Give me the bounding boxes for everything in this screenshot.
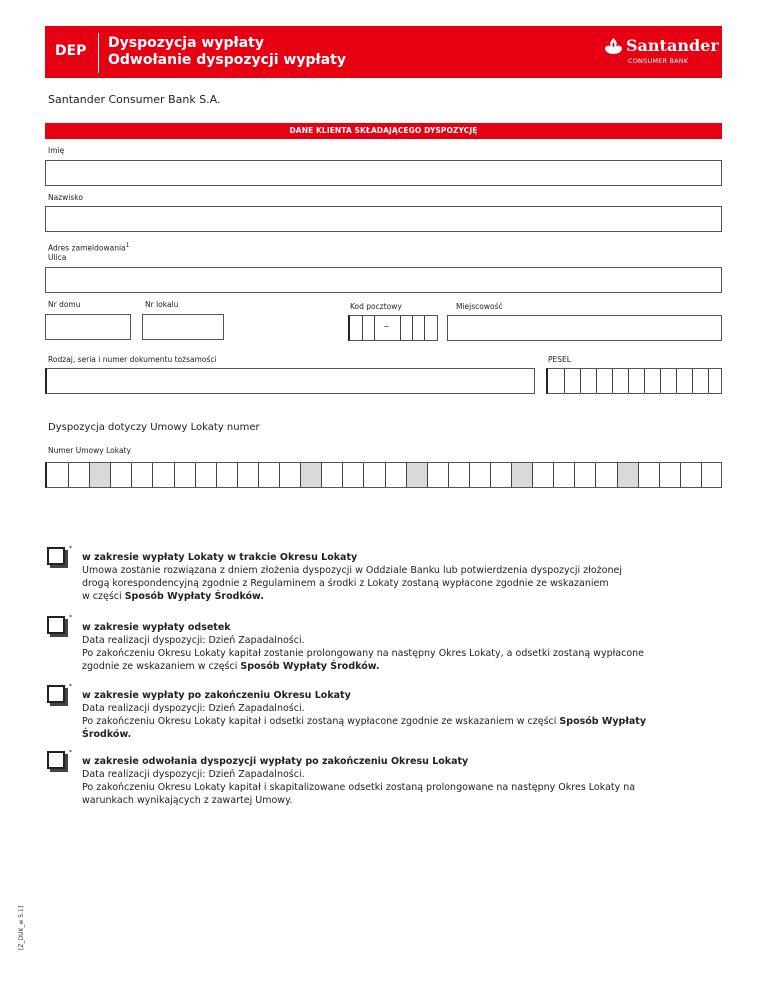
flat-number-label: Nr lokalu bbox=[145, 300, 179, 309]
option-withdraw-interest bbox=[82, 621, 682, 673]
deposit-number-cell bbox=[427, 463, 428, 487]
id-document-label: Rodzaj, seria i numer dokumentu tożsamości bbox=[48, 355, 217, 364]
deposit-number-cell bbox=[68, 463, 69, 487]
asterisk: * bbox=[69, 614, 72, 621]
pesel-cell bbox=[596, 369, 597, 393]
house-number-input[interactable] bbox=[45, 314, 131, 340]
option-title: w zakresie wypłaty po zakończeniu Okresu Lokaty bbox=[82, 690, 351, 701]
deposit-number-cell bbox=[532, 463, 533, 487]
option-title: w zakresie wypłaty Lokaty w trakcie Okresu Lokaty bbox=[82, 552, 358, 563]
option-text: zgodnie ze wskazaniem w części Sposób Wypłaty Środków. bbox=[82, 661, 380, 672]
cancel-withdrawal-checkbox[interactable] bbox=[47, 751, 65, 769]
deposit-number-cell bbox=[174, 463, 175, 487]
house-number-label: Nr domu bbox=[48, 300, 81, 309]
pesel-cell bbox=[564, 369, 565, 393]
asterisk: * bbox=[69, 749, 72, 756]
deposit-number-cell bbox=[701, 463, 702, 487]
deposit-separator-cell bbox=[301, 463, 321, 487]
option-text: warunkach wynikających z zawartej Umowy. bbox=[82, 795, 293, 806]
deposit-number-cell bbox=[553, 463, 554, 487]
pesel-cell bbox=[580, 369, 581, 393]
form-subtitle: Odwołanie dyspozycji wypłaty bbox=[108, 52, 346, 68]
deposit-number-cell bbox=[131, 463, 132, 487]
deposit-number-input[interactable] bbox=[45, 462, 722, 488]
option-withdraw-during-term bbox=[82, 551, 682, 603]
postal-code-cell bbox=[424, 316, 425, 340]
deposit-number-cell bbox=[490, 463, 491, 487]
pesel-cell bbox=[644, 369, 645, 393]
deposit-number-cell bbox=[152, 463, 153, 487]
last-name-label: Nazwisko bbox=[48, 193, 83, 202]
pesel-cell bbox=[708, 369, 709, 393]
deposit-number-cell bbox=[110, 463, 111, 487]
option-title: w zakresie odwołania dyspozycji wypłaty po zakończeniu Okresu Lokaty bbox=[82, 756, 469, 767]
option-text: drogą korespondencyjną zgodnie z Regulaminem a środki z Lokaty zostaną wypłacone zgodnie ze wskazaniem bbox=[82, 578, 609, 589]
postal-code-cell bbox=[400, 316, 401, 340]
pesel-cell bbox=[660, 369, 661, 393]
santander-flame-icon bbox=[604, 37, 623, 55]
deposit-number-cell bbox=[617, 463, 618, 487]
postal-code-cell bbox=[374, 316, 375, 340]
street-label: Ulica bbox=[48, 253, 67, 262]
deposit-number-cell bbox=[279, 463, 280, 487]
withdraw-during-term-checkbox[interactable] bbox=[47, 547, 65, 565]
option-cancel-withdrawal bbox=[82, 755, 682, 807]
deposit-number-cell bbox=[385, 463, 386, 487]
deposit-number-label: Numer Umowy Lokaty bbox=[48, 446, 131, 455]
form-title: Dyspozycja wypłaty bbox=[108, 35, 264, 51]
deposit-number-cell bbox=[321, 463, 322, 487]
option-text: Data realizacji dyspozycji: Dzień Zapadalności. bbox=[82, 635, 305, 646]
postal-code-cell bbox=[362, 316, 363, 340]
withdraw-interest-checkbox[interactable] bbox=[47, 616, 65, 634]
postal-code-input[interactable] bbox=[348, 315, 438, 341]
option-withdraw-after-term bbox=[82, 689, 682, 741]
pesel-cell bbox=[612, 369, 613, 393]
street-input[interactable] bbox=[45, 267, 722, 293]
deposit-number-cell bbox=[363, 463, 364, 487]
option-text: Data realizacji dyspozycji: Dzień Zapadalności. bbox=[82, 703, 305, 714]
deposit-number-cell bbox=[659, 463, 660, 487]
asterisk: * bbox=[69, 545, 72, 552]
option-text: Środków. bbox=[82, 729, 132, 740]
footnote-marker: 1 bbox=[125, 242, 130, 249]
withdraw-after-term-checkbox[interactable] bbox=[47, 685, 65, 703]
deposit-number-cell bbox=[511, 463, 512, 487]
deposit-separator-cell bbox=[407, 463, 427, 487]
deposit-separator-cell bbox=[618, 463, 638, 487]
option-text: Po zakończeniu Okresu Lokaty kapitał zostanie prolongowany na następny Okres Lokaty, a odsetki zostaną wypłacone bbox=[82, 648, 645, 659]
deposit-number-cell bbox=[216, 463, 217, 487]
bank-name: Santander Consumer Bank S.A. bbox=[48, 93, 221, 106]
deposit-number-cell bbox=[89, 463, 90, 487]
form-code: DEP bbox=[55, 43, 87, 59]
option-title: w zakresie wypłaty odsetek bbox=[82, 622, 231, 633]
brand-subtitle: CONSUMER BANK bbox=[628, 57, 689, 65]
city-label: Miejscowość bbox=[456, 302, 503, 311]
asterisk: * bbox=[69, 683, 72, 690]
deposit-separator-cell bbox=[512, 463, 532, 487]
deposit-number-cell bbox=[258, 463, 259, 487]
postal-code-cell bbox=[412, 316, 413, 340]
deposit-number-cell bbox=[195, 463, 196, 487]
option-text: Po zakończeniu Okresu Lokaty kapitał i skapitalizowane odsetki zostaną prolongowane na następny Okres Lokaty na bbox=[82, 782, 636, 793]
deposit-separator-cell bbox=[90, 463, 110, 487]
option-text: Po zakończeniu Okresu Lokaty kapitał i odsetki zostaną wypłacone zgodnie ze wskazaniem w części Sposób Wypłaty bbox=[82, 716, 647, 727]
first-name-input[interactable] bbox=[45, 160, 722, 186]
option-text: Umowa zostanie rozwiązana z dniem złożenia dyspozycji w Oddziale Banku lub potwierdzenia dyspozycji złożonej bbox=[82, 565, 622, 576]
option-text: w części Sposób Wypłaty Środków. bbox=[82, 591, 264, 602]
deposit-number-cell bbox=[595, 463, 596, 487]
section-title: DANE KLIENTA SKŁADAJĄCEGO DYSPOZYCJĘ bbox=[45, 123, 722, 139]
deposit-number-cell bbox=[574, 463, 575, 487]
deposit-heading: Dyspozycja dotyczy Umowy Lokaty numer bbox=[48, 422, 260, 433]
header-divider bbox=[98, 33, 99, 73]
form-version-code: [Z_DUK_w 5.1] bbox=[18, 905, 25, 950]
pesel-label: PESEL bbox=[548, 355, 571, 364]
option-text: Data realizacji dyspozycji: Dzień Zapadalności. bbox=[82, 769, 305, 780]
pesel-cell bbox=[676, 369, 677, 393]
last-name-input[interactable] bbox=[45, 206, 722, 232]
deposit-number-cell bbox=[448, 463, 449, 487]
city-input[interactable] bbox=[447, 315, 722, 341]
deposit-number-cell bbox=[638, 463, 639, 487]
pesel-input[interactable] bbox=[546, 368, 722, 394]
deposit-number-cell bbox=[237, 463, 238, 487]
deposit-number-cell bbox=[469, 463, 470, 487]
deposit-number-cell bbox=[680, 463, 681, 487]
postal-code-label: Kod pocztowy bbox=[350, 302, 402, 311]
deposit-number-cell bbox=[406, 463, 407, 487]
deposit-number-cell bbox=[342, 463, 343, 487]
brand-name: Santander bbox=[626, 36, 719, 55]
first-name-label: Imię bbox=[48, 146, 65, 155]
postal-code-separator: – bbox=[384, 321, 389, 332]
id-document-input[interactable] bbox=[45, 368, 535, 394]
address-label: Adres zameldowania$^1$ bbox=[48, 242, 130, 253]
pesel-cell bbox=[692, 369, 693, 393]
pesel-cell bbox=[628, 369, 629, 393]
deposit-number-cell bbox=[300, 463, 301, 487]
flat-number-input[interactable] bbox=[142, 314, 224, 340]
